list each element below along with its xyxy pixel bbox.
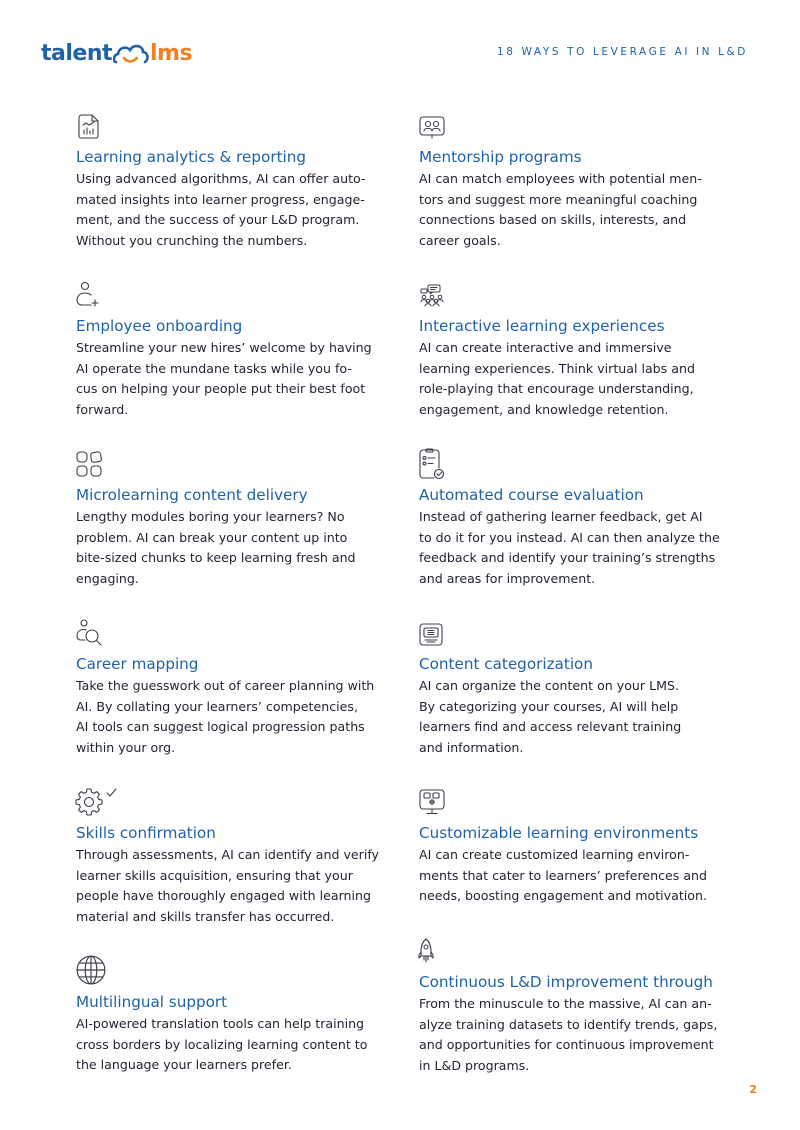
description-line: AI can match employees with potential men- bbox=[419, 171, 702, 186]
description-line: cross borders by localizing learning content to bbox=[76, 1036, 368, 1052]
description-line: and information. bbox=[419, 739, 524, 755]
description-line: within your org. bbox=[76, 739, 176, 755]
feature-description bbox=[76, 676, 396, 758]
feature-description bbox=[419, 338, 739, 420]
feature-description bbox=[419, 507, 739, 589]
description-line: alyze training datasets to identify trends, gaps, bbox=[419, 1016, 718, 1032]
description-line: By categorizing your courses, AI will help bbox=[419, 698, 679, 714]
description-line: problem. AI can break your content up into bbox=[76, 529, 348, 545]
checklist-clipboard-icon bbox=[419, 451, 445, 477]
description-line: in L&D programs. bbox=[419, 1057, 530, 1073]
description-line: to do it for you instead. AI can then analyze the bbox=[419, 529, 720, 545]
feature-title: Continuous L&D improvement through bbox=[419, 973, 713, 991]
description-line: From the minuscule to the massive, AI can an- bbox=[419, 996, 712, 1011]
logo-talent-text: talent bbox=[41, 41, 113, 66]
feature-title: Automated course evaluation bbox=[419, 486, 644, 504]
description-line: Through assessments, AI can identify and verify bbox=[76, 847, 379, 862]
description-line: connections based on skills, interests, and bbox=[419, 212, 687, 227]
description-line: Take the guesswork out of career planning with bbox=[76, 678, 375, 693]
cloud-smile-icon bbox=[113, 40, 149, 68]
content-folder-icon bbox=[419, 620, 445, 646]
description-line: AI operate the mundane tasks while you fo- bbox=[76, 360, 352, 376]
description-line: AI-powered translation tools can help training bbox=[76, 1016, 365, 1031]
user-search-icon bbox=[76, 620, 102, 646]
feature-description bbox=[419, 845, 739, 907]
mentorship-screen-icon bbox=[419, 113, 445, 139]
description-line: the language your learners prefer. bbox=[76, 1057, 292, 1072]
custom-screen-icon bbox=[419, 789, 445, 815]
description-line: ment, and the success of your L&D program. bbox=[76, 212, 360, 227]
description-line: ments that cater to learners’ preferences and bbox=[419, 867, 708, 883]
feature-multilingual-support bbox=[76, 955, 406, 1072]
logo-lms-text: lms bbox=[150, 41, 193, 66]
description-line: AI. By collating your learners’ competencies, bbox=[76, 698, 358, 714]
page-number: 2 bbox=[749, 1083, 757, 1096]
description-line: engagement, and knowledge retention. bbox=[419, 401, 669, 417]
feature-description bbox=[76, 338, 396, 420]
description-line: and areas for improvement. bbox=[419, 570, 596, 586]
feature-title: Employee onboarding bbox=[76, 317, 243, 335]
feature-title: Content categorization bbox=[419, 655, 593, 673]
description-line: learners find and access relevant training bbox=[419, 719, 682, 734]
description-line: AI tools can suggest logical progression paths bbox=[76, 719, 365, 734]
feature-description bbox=[76, 169, 396, 251]
group-chat-icon bbox=[419, 282, 445, 308]
feature-title: Customizable learning environments bbox=[419, 824, 699, 842]
feature-title: Interactive learning experiences bbox=[419, 317, 665, 335]
rocket-icon bbox=[419, 938, 445, 964]
document-header-label: 18 WAYS TO LEVERAGE AI IN L&D bbox=[496, 46, 748, 58]
feature-customizable-environments bbox=[419, 789, 749, 903]
description-line: bite-sized chunks to keep learning fresh and bbox=[76, 550, 356, 565]
feature-title: Career mapping bbox=[76, 655, 199, 673]
feature-description bbox=[419, 994, 739, 1076]
description-line: cus on helping your people put their best foot bbox=[76, 381, 366, 396]
feature-continuous-improvement bbox=[419, 938, 749, 1073]
description-line: engaging. bbox=[76, 570, 139, 586]
description-line: role-playing that encourage understanding, bbox=[419, 381, 694, 396]
feature-title: Multilingual support bbox=[76, 993, 228, 1011]
feature-employee-onboarding bbox=[76, 282, 406, 417]
description-line: Streamline your new hires’ welcome by having bbox=[76, 340, 372, 355]
add-user-icon bbox=[76, 282, 102, 308]
feature-description bbox=[76, 1014, 396, 1076]
feature-skills-confirmation bbox=[76, 789, 406, 924]
description-line: AI can create customized learning environ- bbox=[419, 847, 690, 862]
description-line: needs, boosting engagement and motivation. bbox=[419, 888, 707, 903]
description-line: tors and suggest more meaningful coaching bbox=[419, 191, 698, 207]
description-line: Lengthy modules boring your learners? No bbox=[76, 509, 345, 524]
talentlms-logo bbox=[41, 38, 192, 70]
description-line: feedback and identify your training’s strengths bbox=[419, 550, 716, 565]
description-line: learner skills acquisition, ensuring that your bbox=[76, 867, 353, 883]
globe-icon bbox=[76, 955, 106, 985]
feature-title: Skills confirmation bbox=[76, 824, 216, 842]
feature-description bbox=[419, 169, 739, 251]
feature-description bbox=[419, 676, 739, 758]
description-line: mated insights into learner progress, engage- bbox=[76, 191, 365, 207]
description-line: people have thoroughly engaged with learning bbox=[76, 888, 372, 903]
feature-title: Microlearning content delivery bbox=[76, 486, 308, 504]
feature-title: Learning analytics & reporting bbox=[76, 148, 307, 166]
feature-description bbox=[76, 845, 396, 927]
gear-check-icon bbox=[76, 789, 102, 815]
description-line: learning experiences. Think virtual labs and bbox=[419, 360, 695, 376]
modules-grid-icon bbox=[76, 451, 102, 477]
feature-career-mapping bbox=[76, 620, 406, 755]
feature-mentorship-programs bbox=[419, 113, 749, 248]
description-line: and opportunities for continuous improvement bbox=[419, 1037, 714, 1052]
feature-content-categorization bbox=[419, 620, 749, 755]
description-line: forward. bbox=[76, 401, 129, 417]
description-line: material and skills transfer has occurred. bbox=[76, 908, 335, 924]
analytics-document-icon bbox=[76, 113, 102, 139]
description-line: Using advanced algorithms, AI can offer auto- bbox=[76, 171, 366, 186]
description-line: Instead of gathering learner feedback, get AI bbox=[419, 509, 703, 524]
description-line: Without you crunching the numbers. bbox=[76, 232, 308, 248]
feature-interactive-learning bbox=[419, 282, 749, 417]
feature-microlearning bbox=[76, 451, 406, 586]
feature-course-evaluation bbox=[419, 451, 749, 586]
description-line: AI can create interactive and immersive bbox=[419, 340, 672, 355]
feature-description bbox=[76, 507, 396, 589]
feature-learning-analytics bbox=[76, 113, 406, 248]
feature-title: Mentorship programs bbox=[419, 148, 582, 166]
description-line: career goals. bbox=[419, 232, 501, 248]
description-line: AI can organize the content on your LMS. bbox=[419, 678, 679, 693]
